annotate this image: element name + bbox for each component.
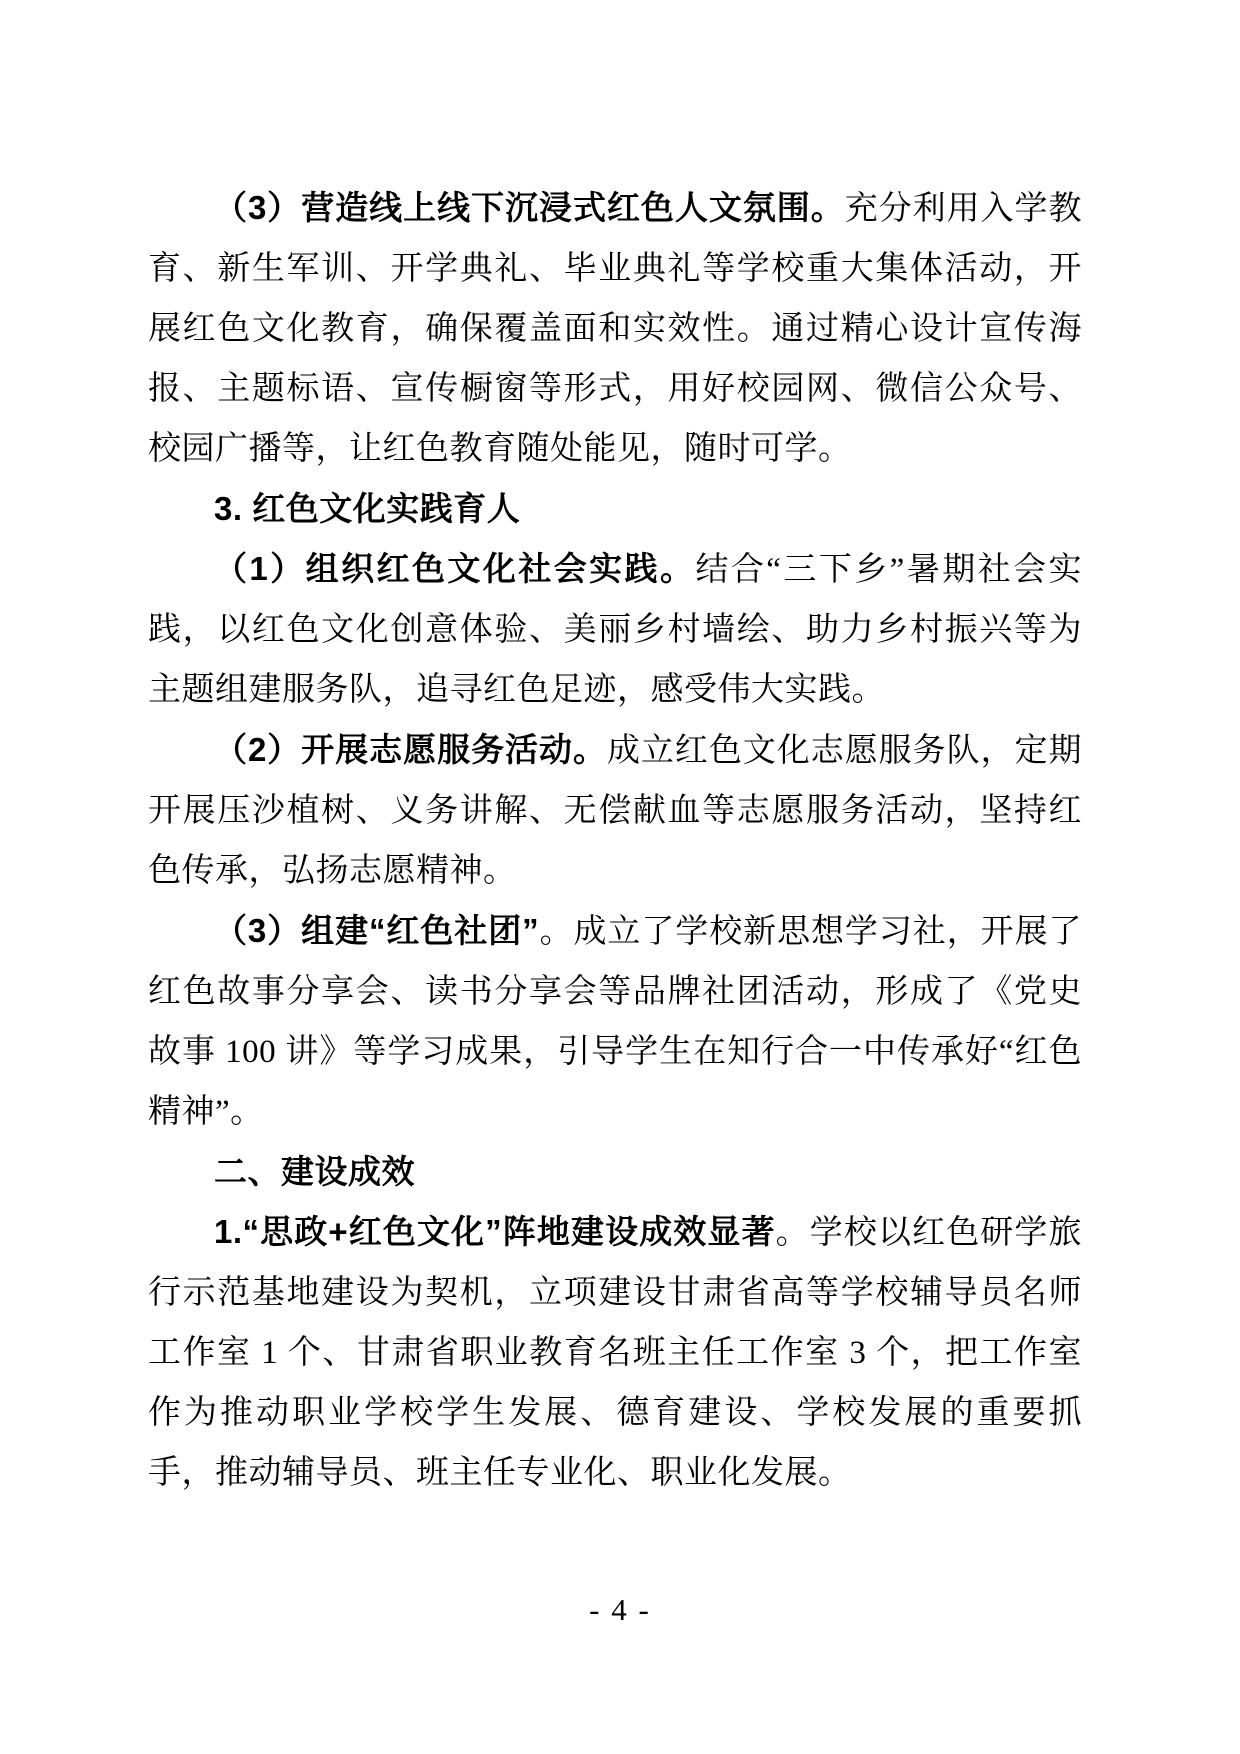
- subsection-heading-practice: 3. 红色文化实践育人: [214, 490, 521, 527]
- section-heading-results: 二、建设成效: [214, 1153, 415, 1190]
- paragraph-item-3-red-clubs: [148, 901, 1082, 1142]
- paragraph-item-1-social-practice: [148, 539, 1082, 720]
- paragraph-lead-bold: 1.“思政+红色文化”阵地建设成效显著: [214, 1213, 776, 1250]
- paragraph-lead-bold: （2）开展志愿服务活动。: [214, 731, 607, 768]
- paragraph-body-text: 充分利用入学教育、新生军训、开学典礼、毕业典礼等学校重大集体活动，开展红色文化教育，确保覆盖面和实效性。通过精心设计宣传海报、主题标语、宣传橱窗等形式，用好校园网、微信公众号、校园广播等，让红色教育随处能见，随时可学。: [148, 191, 1082, 467]
- paragraph-body-text: 。学校以红色研学旅行示范基地建设为契机，立项建设甘肃省高等学校辅导员名师工作室 1 个、甘肃省职业教育名班主任工作室 3 个，把工作室作为推动职业学校学生发展、德育建设、学校发展的重要抓手，推动辅导员、班主任专业化、职业化发展。: [148, 1215, 1083, 1491]
- paragraph-lead-bold: （1）组织红色文化社会实践。: [214, 550, 696, 587]
- paragraph-body-text: 结合“三下乡”暑期社会实践，以红色文化创意体验、美丽乡村墙绘、助力乡村振兴等为主题组建服务队，追寻红色足迹，感受伟大实践。: [148, 552, 1083, 708]
- document-body: [148, 178, 1082, 1503]
- paragraph-item-2-volunteer: [148, 720, 1082, 901]
- paragraph-body-text: 成立红色文化志愿服务队，定期开展压沙植树、义务讲解、无偿献血等志愿服务活动，坚持红色传承，弘扬志愿精神。: [148, 733, 1083, 889]
- paragraph-item-3-atmosphere: [148, 178, 1082, 479]
- paragraph-lead-bold: （3）营造线上线下沉浸式红色人文氛围。: [214, 189, 845, 226]
- paragraph-body-text: 。成立了学校新思想学习社，开展了红色故事分享会、读书分享会等品牌社团活动，形成了《党史故事 100 讲》等学习成果，引导学生在知行合一中传承好“红色精神”。: [148, 914, 1082, 1130]
- page-number: - 4 -: [589, 1592, 651, 1627]
- paragraph-lead-bold: （3）组建“红色社团”: [214, 912, 540, 949]
- paragraph-item-1-achievements: [148, 1202, 1082, 1503]
